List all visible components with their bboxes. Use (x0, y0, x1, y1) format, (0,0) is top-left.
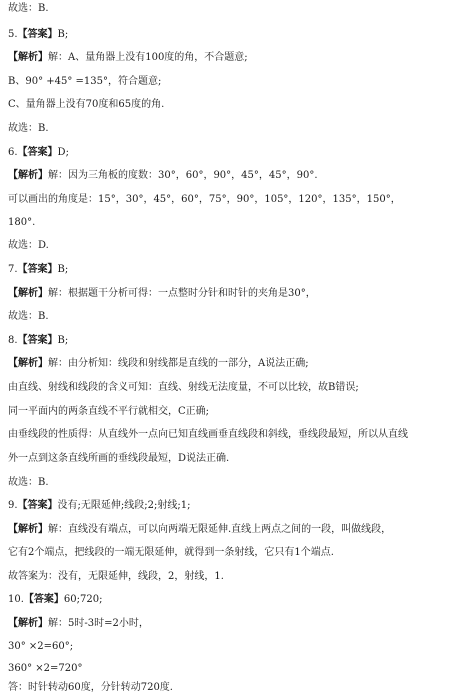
line-conclusion: 故答案为：没有，无限延伸，线段，2，射线，1. (8, 571, 224, 582)
text-line: 外一点到这条直线所画的垂线段最短，D说法正确. (8, 453, 230, 464)
answer-7: 7.【答案】B; (8, 264, 69, 275)
text-line: 它有2个端点，把线段的一端无限延伸，就得到一条射线，它只有1个端点. (8, 547, 334, 558)
text-line: 同一平面内的两条直线不平行就相交，C正确; (8, 406, 210, 417)
line-conclusion: 故选：D. (8, 240, 49, 251)
text-line: 360° ×2=720° (8, 663, 83, 674)
line-conclusion: 故选：B. (8, 123, 49, 134)
analysis-8: 【解析】解：由分析知：线段和射线都是直线的一部分，A说法正确; (8, 358, 309, 369)
text-line: 由直线、射线和线段的含义可知：直线、射线无法度量，不可以比较，故B错误; (8, 382, 359, 393)
analysis-6: 【解析】解：因为三角板的度数：30°，60°，90°，45°，45°，90°. (8, 170, 318, 181)
answer-8: 8.【答案】B; (8, 335, 69, 346)
answer-9: 9.【答案】没有;无限延伸;线段;2;射线;1; (8, 500, 191, 511)
analysis-9: 【解析】解：直线没有端点，可以向两端无限延伸.直线上两点之间的一段，叫做线段， (8, 524, 392, 535)
analysis-5: 【解析】解：A、量角器上没有100度的角，不合题意; (8, 52, 248, 63)
line-conclusion: 故选：B. (8, 477, 49, 488)
line-conclusion: 故选：B. (8, 311, 49, 322)
analysis-7: 【解析】解：根据题干分析可得：一点整时分针和时针的夹角是30°， (8, 288, 316, 299)
text-line: B、90° +45° =135°，符合题意; (8, 76, 162, 87)
line-conclusion: 故选：B. (8, 3, 49, 14)
analysis-10: 【解析】解：5时-3时=2小时， (8, 618, 149, 629)
answer-10: 10.【答案】60;720; (8, 594, 103, 605)
line-conclusion: 答：时针转动60度，分针转动720度. (8, 682, 173, 693)
text-line: 180°. (8, 217, 36, 228)
text-line: 由垂线段的性质得：从直线外一点向已知直线画垂直线段和斜线，垂线段最短，所以从直线 (8, 429, 408, 440)
text-line: 30° ×2=60°; (8, 641, 74, 652)
text-line: 可以画出的角度是：15°，30°，45°，60°，75°，90°，105°，120°，135°，150°， (8, 194, 401, 205)
answer-5: 5.【答案】B; (8, 29, 69, 40)
answer-6: 6.【答案】D; (8, 147, 69, 158)
text-line: C、量角器上没有70度和65度的角. (8, 99, 165, 110)
